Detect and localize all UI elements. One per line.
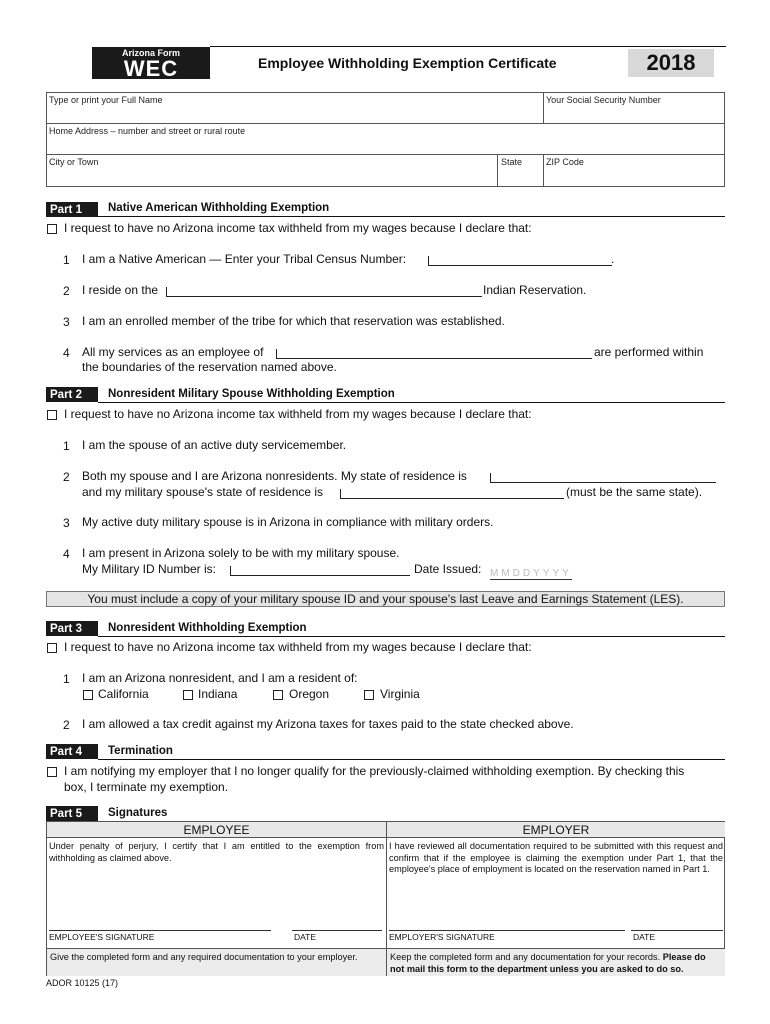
military-id-label: My Military ID Number is: xyxy=(82,562,217,576)
employer-certification: I have reviewed all documentation required to be submitted with this request and confirm that if the employee is claiming the exemption under Part 1, that the employee's place of employment is located on the reservation named in Part 1. xyxy=(389,841,723,874)
ssn-field[interactable] xyxy=(546,95,722,122)
city-field[interactable] xyxy=(49,157,493,185)
california-checkbox[interactable] xyxy=(83,690,93,700)
part2-item2-line2-pre: and my military spouse's state of residence is xyxy=(82,485,324,499)
part3-title: Nonresident Withholding Exemption xyxy=(108,622,307,634)
california-label: California xyxy=(98,687,149,701)
employee-instruction xyxy=(47,948,386,976)
part1-item4-pre: All my services as an employee of xyxy=(82,345,264,359)
grid-divider xyxy=(47,154,724,155)
part4-tag: Part 4 xyxy=(46,744,98,759)
part3-item2-text: I am allowed a tax credit against my Arizona taxes for taxes paid to the state checked above. xyxy=(82,717,574,731)
part2-item2-number: 2 xyxy=(63,470,70,484)
grid-divider xyxy=(47,123,724,124)
part5-title: Signatures xyxy=(108,807,168,819)
part3-item1-text: I am an Arizona nonresident, and I am a resident of: xyxy=(82,671,358,685)
employee-certification: Under penalty of perjury, I certify that I am entitled to the exemption from withholding as claimed above. xyxy=(49,841,384,863)
full-name-label: Type or print your Full Name xyxy=(49,95,163,105)
part1-item4-number: 4 xyxy=(63,346,70,360)
part3-tag: Part 3 xyxy=(46,621,98,636)
zip-field[interactable] xyxy=(546,157,722,185)
part1-item2-number: 2 xyxy=(63,284,70,298)
part2-item1-text: I am the spouse of an active duty servicemember. xyxy=(82,438,347,452)
oregon-label: Oregon xyxy=(289,687,330,701)
part1-item4-post: are performed within xyxy=(594,345,704,359)
part1-checkbox[interactable] xyxy=(47,224,57,234)
employee-signature-label: EMPLOYEE'S SIGNATURE xyxy=(49,932,155,942)
part1-tag: Part 1 xyxy=(46,202,98,217)
part1-item3-text: I am an enrolled member of the tribe for which that reservation was established. xyxy=(82,314,505,328)
part2-rule xyxy=(98,402,725,403)
employer-instruction-text: Keep the completed form and any documentation for your records. xyxy=(390,952,661,962)
date-issued-field[interactable] xyxy=(490,563,572,581)
employee-instruction-text: Give the completed form and any required documentation to your employer. xyxy=(50,952,358,962)
part2-item3-text: My active duty military spouse is in Arizona in compliance with military orders. xyxy=(82,515,494,529)
spouse-state-of-residence-field[interactable] xyxy=(340,489,564,499)
indiana-checkbox[interactable] xyxy=(183,690,193,700)
part3-item1-number: 1 xyxy=(63,672,70,686)
part1-item4-line2: the boundaries of the reservation named above. xyxy=(82,360,337,374)
part1-rule xyxy=(98,216,725,217)
state-label: State xyxy=(501,157,523,167)
personal-info-grid xyxy=(46,92,725,187)
part4-line2: box, I terminate my exemption. xyxy=(64,780,229,794)
grid-divider xyxy=(543,154,544,187)
header-rule xyxy=(210,46,726,47)
les-notice xyxy=(46,591,725,607)
part4-line1: I am notifying my employer that I no longer qualify for the previously-claimed withholding exemption. By checking this xyxy=(64,764,685,778)
home-address-field[interactable] xyxy=(49,126,721,153)
part2-item1-number: 1 xyxy=(63,439,70,453)
part1-item1-number: 1 xyxy=(63,253,70,267)
virginia-checkbox[interactable] xyxy=(364,690,374,700)
home-address-label: Home Address – number and street or rural route xyxy=(49,126,246,136)
employee-date-label: DATE xyxy=(294,932,317,942)
part2-item3-number: 3 xyxy=(63,516,70,530)
part2-item4-line1: I am present in Arizona solely to be with my military spouse. xyxy=(82,546,400,560)
part1-title: Native American Withholding Exemption xyxy=(108,202,330,214)
employer-name-field[interactable] xyxy=(276,349,592,359)
state-field[interactable] xyxy=(501,157,541,185)
grid-divider xyxy=(497,154,498,187)
part2-checkbox[interactable] xyxy=(47,410,57,420)
form-code-footer: ADOR 10125 (17) xyxy=(46,978,119,988)
indiana-label: Indiana xyxy=(198,687,238,701)
city-label: City or Town xyxy=(49,157,99,167)
part2-item2-line1: Both my spouse and I are Arizona nonresidents. My state of residence is xyxy=(82,469,467,483)
part4-rule xyxy=(98,759,725,760)
part3-request: I request to have no Arizona income tax withheld from my wages because I declare that: xyxy=(64,640,532,654)
part3-item2-number: 2 xyxy=(63,718,70,732)
part5-tag: Part 5 xyxy=(46,806,98,821)
date-issued-mask: MMDDYYYY xyxy=(490,568,572,579)
form-badge xyxy=(92,47,210,79)
part3-checkbox[interactable] xyxy=(47,643,57,653)
part1-item3-number: 3 xyxy=(63,315,70,329)
employer-header: EMPLOYER xyxy=(387,822,725,838)
part1-item2-post: Indian Reservation. xyxy=(483,283,587,297)
tribal-census-number-field[interactable] xyxy=(428,256,612,266)
employer-signature-label: EMPLOYER'S SIGNATURE xyxy=(389,932,495,942)
state-of-residence-field[interactable] xyxy=(490,473,716,483)
part3-rule xyxy=(98,636,725,637)
oregon-checkbox[interactable] xyxy=(273,690,283,700)
part2-item4-number: 4 xyxy=(63,547,70,561)
part1-request: I request to have no Arizona income tax withheld from my wages because I declare that: xyxy=(64,221,532,235)
part1-item2-pre: I reside on the xyxy=(82,283,159,297)
part1-item1-period: . xyxy=(611,252,615,266)
part1-item1-text: I am a Native American — Enter your Tribal Census Number: xyxy=(82,252,407,266)
part2-request: I request to have no Arizona income tax withheld from my wages because I declare that: xyxy=(64,407,532,421)
employer-instruction-bold: Please do not mail this form to the department unless you are asked to do so. xyxy=(390,952,706,974)
date-issued-label: Date Issued: xyxy=(414,562,482,576)
reservation-name-field[interactable] xyxy=(166,287,482,297)
year-badge: 2018 xyxy=(628,49,714,77)
part4-checkbox[interactable] xyxy=(47,767,57,777)
signatures-box xyxy=(46,821,725,976)
part2-tag: Part 2 xyxy=(46,387,98,402)
zip-label: ZIP Code xyxy=(546,157,584,167)
employer-instruction xyxy=(387,948,725,976)
form-label: Arizona Form xyxy=(121,48,180,58)
les-notice-text: You must include a copy of your military spouse ID and your spouse's last Leave and Earnings Statement (LES). xyxy=(87,592,684,606)
ssn-label: Your Social Security Number xyxy=(546,95,661,105)
employer-date-field[interactable] xyxy=(631,930,723,931)
military-id-field[interactable] xyxy=(230,566,410,576)
full-name-field[interactable] xyxy=(49,95,539,122)
part2-item2-line2-post: (must be the same state). xyxy=(566,485,703,499)
part4-title: Termination xyxy=(108,745,173,757)
part2-title: Nonresident Military Spouse Withholding Exemption xyxy=(108,388,395,400)
employee-date-field[interactable] xyxy=(292,930,382,931)
employer-date-label: DATE xyxy=(633,932,656,942)
employer-signature-field[interactable] xyxy=(389,930,625,931)
employee-signature-field[interactable] xyxy=(49,930,271,931)
page-title: Employee Withholding Exemption Certificate xyxy=(258,55,557,71)
grid-divider xyxy=(543,93,544,123)
employee-header: EMPLOYEE xyxy=(47,822,386,838)
form-code: WEC xyxy=(123,56,179,81)
virginia-label: Virginia xyxy=(380,687,420,701)
